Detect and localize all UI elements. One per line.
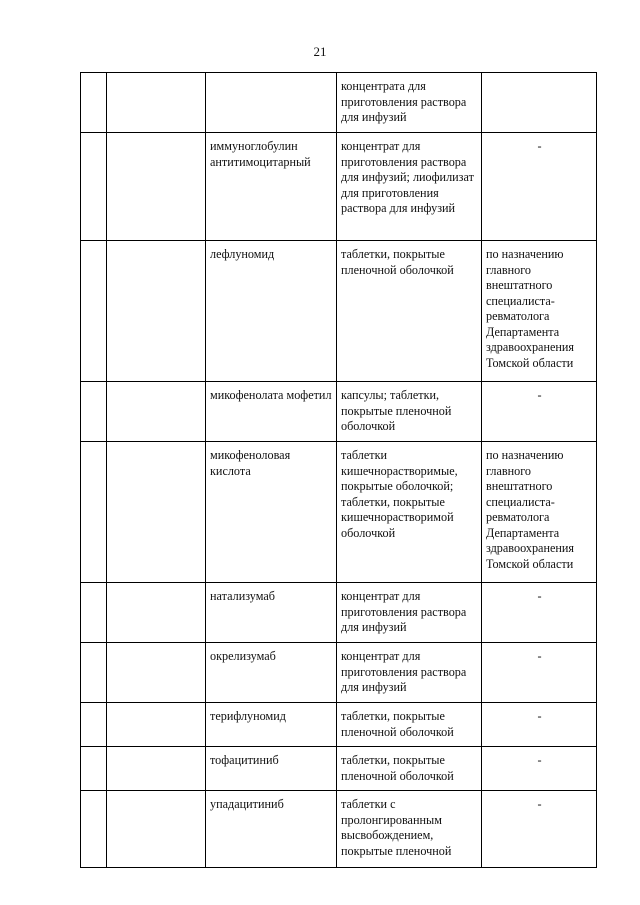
code-cell	[81, 643, 107, 703]
table-row	[81, 73, 597, 133]
code-cell	[81, 73, 107, 133]
dosage-form-cell: таблетки с пролонгированным высвобождением, покрытые пленочной	[337, 791, 482, 868]
group-cell	[107, 382, 206, 442]
note-cell: -	[482, 747, 597, 791]
drug-name-cell: натализумаб	[206, 583, 337, 643]
dosage-form-cell: таблетки кишечнорастворимые, покрытые оболочкой; таблетки, покрытые кишечнорастворимой оболочкой	[337, 442, 482, 583]
table-row	[81, 133, 597, 241]
code-cell	[81, 583, 107, 643]
code-cell	[81, 703, 107, 747]
code-cell	[81, 133, 107, 241]
dosage-form-cell: концентрат для приготовления раствора для инфузий	[337, 643, 482, 703]
page-number: 21	[313, 44, 327, 59]
drug-name-cell: лефлуномид	[206, 241, 337, 382]
note-cell: -	[482, 703, 597, 747]
table-row	[81, 703, 597, 747]
code-cell	[81, 442, 107, 583]
group-cell	[107, 133, 206, 241]
group-cell	[107, 747, 206, 791]
group-cell	[107, 791, 206, 868]
note-cell: по назначению главного внештатного специалиста-ревматолога Департамента здравоохранения Томской области	[482, 241, 597, 382]
drug-name-cell: микофеноловая кислота	[206, 442, 337, 583]
code-cell	[81, 791, 107, 868]
dosage-form-cell: таблетки, покрытые пленочной оболочкой	[337, 747, 482, 791]
table-row	[81, 643, 597, 703]
table-row	[81, 791, 597, 868]
drug-name-cell: окрелизумаб	[206, 643, 337, 703]
drug-name-cell: микофенолата мофетил	[206, 382, 337, 442]
dosage-form-cell: таблетки, покрытые пленочной оболочкой	[337, 241, 482, 382]
drug-name-cell	[206, 73, 337, 133]
drug-name-cell: тофацитиниб	[206, 747, 337, 791]
drug-name-cell: терифлуномид	[206, 703, 337, 747]
dosage-form-cell: концентрата для приготовления раствора для инфузий	[337, 73, 482, 133]
note-cell: по назначению главного внештатного специалиста-ревматолога Департамента здравоохранения Томской области	[482, 442, 597, 583]
note-cell: -	[482, 133, 597, 241]
dosage-form-cell: капсулы; таблетки, покрытые пленочной оболочкой	[337, 382, 482, 442]
table-row	[81, 747, 597, 791]
table-row	[81, 583, 597, 643]
drug-name-cell: иммуноглобулин антитимоцитарный	[206, 133, 337, 241]
code-cell	[81, 241, 107, 382]
drug-table	[80, 72, 597, 868]
drug-name-cell: упадацитиниб	[206, 791, 337, 868]
group-cell	[107, 241, 206, 382]
dosage-form-cell: концентрат для приготовления раствора для инфузий	[337, 583, 482, 643]
note-cell	[482, 73, 597, 133]
group-cell	[107, 643, 206, 703]
dosage-form-cell: концентрат для приготовления раствора для инфузий; лиофилизат для приготовления раствора для инфузий	[337, 133, 482, 241]
note-cell: -	[482, 583, 597, 643]
dosage-form-cell: таблетки, покрытые пленочной оболочкой	[337, 703, 482, 747]
code-cell	[81, 382, 107, 442]
note-cell: -	[482, 791, 597, 868]
group-cell	[107, 73, 206, 133]
table-row	[81, 241, 597, 382]
group-cell	[107, 442, 206, 583]
group-cell	[107, 583, 206, 643]
note-cell: -	[482, 382, 597, 442]
note-cell: -	[482, 643, 597, 703]
table-row	[81, 382, 597, 442]
group-cell	[107, 703, 206, 747]
code-cell	[81, 747, 107, 791]
table-row	[81, 442, 597, 583]
